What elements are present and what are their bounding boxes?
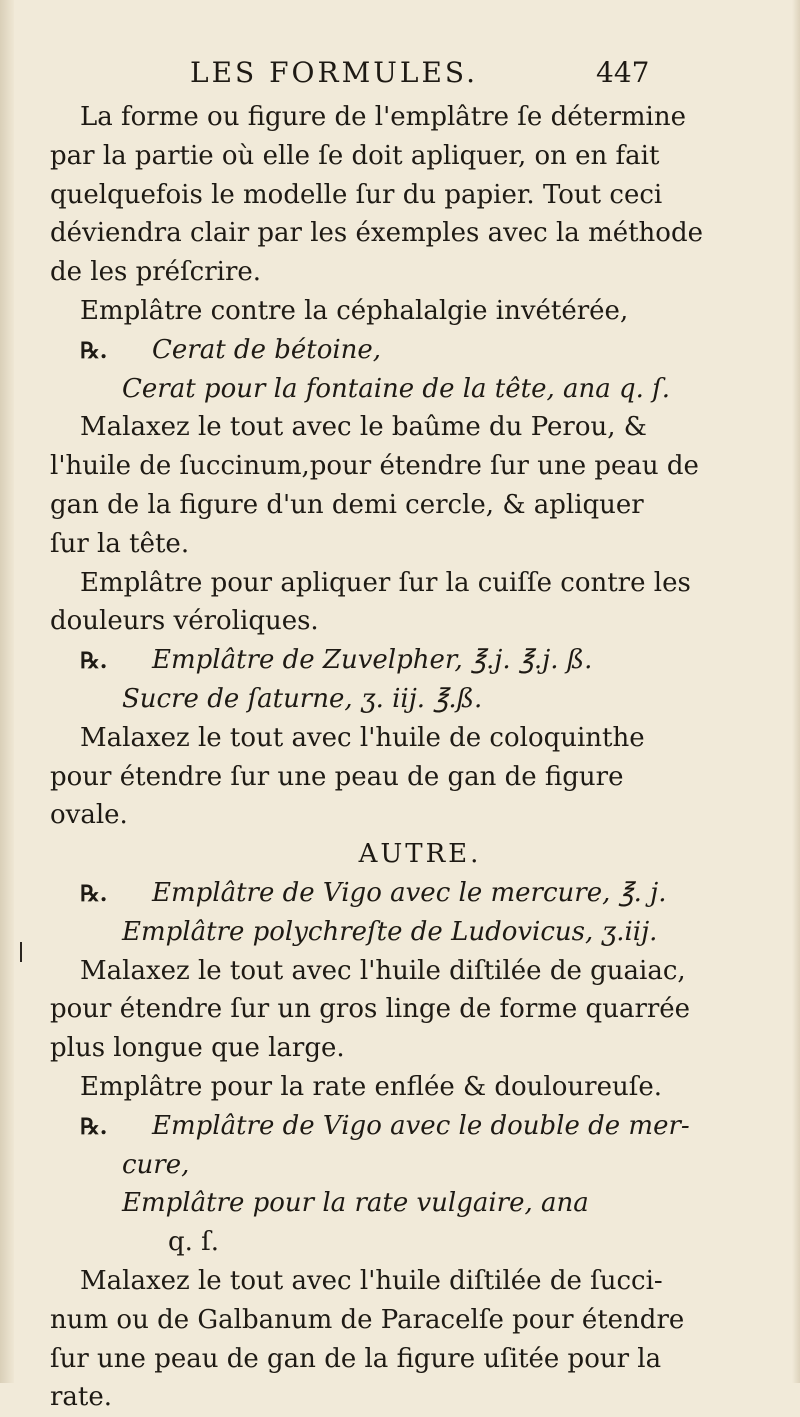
recipe-symbol: ℞. bbox=[80, 337, 108, 364]
text-line: La forme ou figure de l'emplâtre ſe détermine bbox=[80, 102, 686, 132]
text-line: déviendra clair par les éxemples avec la méthode bbox=[50, 218, 703, 249]
recipe-ingredient: Emplâtre de Vigo avec le mercure, ℥. j. bbox=[152, 877, 667, 908]
recipe-ingredient: Emplâtre polychreſte de Ludovicus, ʒ.iij. bbox=[122, 916, 658, 947]
text-line: ovale. bbox=[50, 800, 128, 831]
text-line: Emplâtre pour apliquer ſur la cuiſſe contre les bbox=[80, 567, 691, 598]
text-line: Malaxez le tout avec l'huile de coloquinthe bbox=[80, 722, 645, 753]
margin-mark bbox=[20, 942, 22, 962]
text-line: pour étendre ſur une peau de gan de figure bbox=[50, 761, 624, 792]
text-line bbox=[50, 331, 750, 370]
recipe-ingredient: cure, bbox=[122, 1149, 190, 1180]
text-line: de les préſcrire. bbox=[50, 257, 262, 288]
text-line bbox=[50, 874, 750, 913]
recipe-symbol: ℞. bbox=[80, 880, 108, 907]
text-line bbox=[50, 1107, 750, 1146]
text-line: ſur une peau de gan de la figure uſitée pour la bbox=[50, 1343, 662, 1374]
book-page bbox=[50, 56, 750, 1417]
text-line: Malaxez le tout avec le baûme du Perou, & bbox=[80, 412, 647, 443]
text-line: douleurs véroliques. bbox=[50, 606, 319, 637]
text-line bbox=[50, 641, 750, 680]
recipe-ingredient: Emplâtre pour la rate vulgaire, ana bbox=[122, 1188, 589, 1219]
text-line: l'huile de ſuccinum,pour étendre ſur une peau de bbox=[50, 451, 699, 482]
page-edge-left bbox=[0, 0, 14, 1383]
text-line: plus longue que large. bbox=[50, 1033, 345, 1064]
recipe-symbol: ℞. bbox=[80, 648, 108, 675]
recipe-ingredient: Emplâtre de Vigo avec le double de mer- bbox=[152, 1110, 690, 1141]
recipe-ingredient: Sucre de ſaturne, ʒ. iij. ℥.ß. bbox=[122, 683, 483, 714]
page-edge-right bbox=[792, 0, 800, 1383]
text-line: Emplâtre contre la céphalalgie invétérée, bbox=[80, 295, 629, 326]
body-text bbox=[50, 98, 750, 1417]
text-line: q. ſ. bbox=[168, 1227, 220, 1258]
recipe-ingredient: Emplâtre de Zuvelpher, ℥.j. ℥.j. ß. bbox=[152, 645, 593, 676]
text-line: Emplâtre pour la rate enflée & douloureuſe. bbox=[80, 1071, 662, 1102]
text-line: par la partie où elle ſe doit apliquer, on en fait bbox=[50, 140, 660, 171]
section-heading: AUTRE. bbox=[358, 839, 482, 870]
text-line: Malaxez le tout avec l'huile diſtilée de ſucci- bbox=[80, 1265, 663, 1296]
page-number: 447 bbox=[596, 56, 650, 89]
page-header bbox=[50, 56, 750, 94]
recipe-ingredient: Cerat de bétoine, bbox=[152, 334, 382, 365]
text-line: gan de la figure d'un demi cercle, & apliquer bbox=[50, 489, 644, 520]
recipe-ingredient: Cerat pour la fontaine de la tête, ana q. ſ. bbox=[122, 373, 671, 404]
text-line: quelquefois le modelle ſur du papier. Tout ceci bbox=[50, 179, 663, 210]
text-line: rate. bbox=[50, 1382, 113, 1413]
text-line: ſur la tête. bbox=[50, 528, 190, 559]
text-line: num ou de Galbanum de Paracelſe pour étendre bbox=[50, 1304, 685, 1335]
text-line: Malaxez le tout avec l'huile diſtilée de guaiac, bbox=[80, 955, 686, 986]
running-head: LES FORMULES. bbox=[190, 56, 478, 89]
text-line: pour étendre ſur un gros linge de forme quarrée bbox=[50, 994, 691, 1025]
recipe-symbol: ℞. bbox=[80, 1113, 108, 1140]
